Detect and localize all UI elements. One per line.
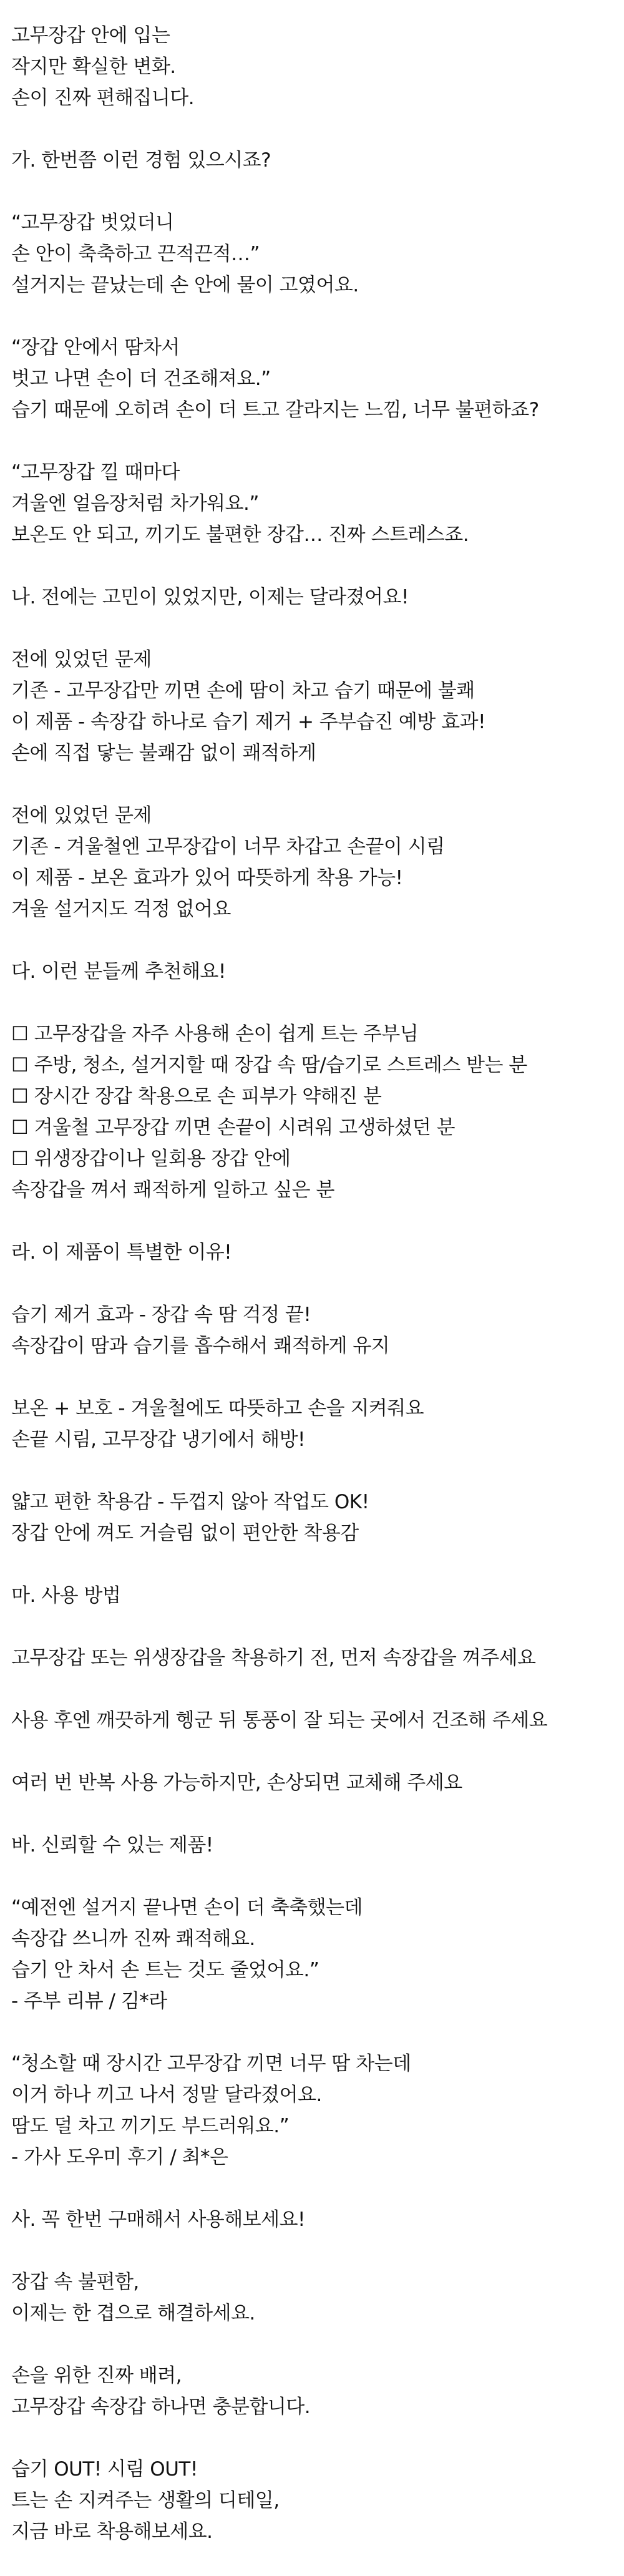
text-line: 바. 신뢰할 수 있는 제품! (11, 1834, 213, 1856)
text-line: 손에 직접 닿는 불쾌감 없이 쾌적하게 (11, 742, 316, 764)
text-line: 기존 - 고무장갑만 끼면 손에 땀이 차고 습기 때문에 불쾌 (11, 680, 475, 702)
text-block (11, 1580, 624, 1611)
text-line: 습기 때문에 오히려 손이 더 트고 갈라지는 느낌, 너무 불편하죠? (11, 399, 539, 421)
text-line: 기존 - 겨울철엔 고무장갑이 너무 차갑고 손끝이 시림 (11, 836, 445, 858)
text-line: 여러 번 반복 사용 가능하지만, 손상되면 교체해 주세요 (11, 1772, 462, 1794)
text-line: 작지만 확실한 변화. (11, 56, 176, 78)
text-line: “고무장갑 낄 때마다 (11, 461, 180, 484)
text-line: 가. 한번쯤 이런 경험 있으시죠? (11, 149, 271, 172)
text-block (11, 2204, 624, 2235)
text-line: 습기 안 차서 손 트는 것도 줄었어요.” (11, 1959, 319, 1981)
text-line: “고무장갑 벗었더니 (11, 212, 174, 234)
text-line: 장갑 속 불편함, (11, 2271, 139, 2293)
text-line: 얇고 편한 착용감 - 두껍지 않아 작업도 OK! (11, 1491, 369, 1513)
text-line: 겨울엔 얼음장처럼 차가워요.” (11, 492, 259, 515)
text-line: “청소할 때 장시간 고무장갑 끼면 너무 땀 차는데 (11, 2052, 411, 2075)
text-line: 사. 꼭 한번 구매해서 사용해보세요! (11, 2208, 305, 2231)
text-block (11, 1486, 624, 1549)
text-line: 속장갑 쓰니까 진짜 쾌적해요. (11, 1928, 255, 1950)
text-line: 손 안이 축축하고 끈적끈적…” (11, 243, 260, 265)
text-block (11, 1237, 624, 1268)
text-line: 이제는 한 겹으로 해결하세요. (11, 2302, 255, 2325)
text-block (11, 1892, 624, 2017)
text-line: ☐ 위생장갑이나 일회용 장갑 안에 (11, 1148, 291, 1170)
text-line: 이 제품 - 속장갑 하나로 습기 제거 + 주부습진 예방 효과! (11, 711, 485, 733)
text-line: - 가사 도우미 후기 / 최*은 (11, 2146, 228, 2169)
text-line: 전에 있었던 문제 (11, 648, 152, 671)
text-block (11, 1018, 624, 1206)
text-block (11, 2454, 624, 2547)
text-line: 손을 위한 진짜 배려, (11, 2364, 182, 2387)
text-block (11, 332, 624, 426)
text-line: 라. 이 제품이 특별한 이유! (11, 1241, 232, 1264)
text-line: 고무장갑 안에 입는 (11, 24, 170, 47)
text-block (11, 1642, 624, 1674)
text-block (11, 20, 624, 114)
text-line: 속장갑이 땀과 습기를 흡수해서 쾌적하게 유지 (11, 1335, 390, 1357)
text-line: 보온도 안 되고, 끼기도 불편한 장갑… 진짜 스트레스죠. (11, 524, 469, 546)
text-line: 설거지는 끝났는데 손 안에 물이 고였어요. (11, 274, 359, 296)
text-block (11, 582, 624, 613)
text-line: 마. 사용 방법 (11, 1584, 121, 1607)
text-block (11, 2048, 624, 2173)
text-line: ☐ 고무장갑을 자주 사용해 손이 쉽게 트는 주부님 (11, 1023, 419, 1045)
text-line: 습기 OUT! 시림 OUT! (11, 2458, 198, 2481)
text-line: 지금 바로 착용해보세요. (11, 2520, 213, 2543)
text-block (11, 1299, 624, 1362)
text-block (11, 1767, 624, 1798)
text-line: 고무장갑 또는 위생장갑을 착용하기 전, 먼저 속장갑을 껴주세요 (11, 1647, 536, 1669)
text-line: 이 제품 - 보온 효과가 있어 따뜻하게 착용 가능! (11, 867, 403, 889)
text-block (11, 1393, 624, 1455)
text-block (11, 800, 624, 925)
text-line: 나. 전에는 고민이 있었지만, 이제는 달라졌어요! (11, 586, 409, 608)
text-line: ☐ 겨울철 고무장갑 끼면 손끝이 시려워 고생하셨던 분 (11, 1116, 456, 1139)
text-line: “장갑 안에서 땀차서 (11, 336, 180, 359)
text-line: 속장갑을 껴서 쾌적하게 일하고 싶은 분 (11, 1179, 334, 1201)
text-line: 장갑 안에 껴도 거슬림 없이 편안한 착용감 (11, 1522, 359, 1544)
text-line: 습기 제거 효과 - 장갑 속 땀 걱정 끝! (11, 1304, 311, 1326)
text-block (11, 2266, 624, 2329)
text-line: - 주부 리뷰 / 김*라 (11, 1990, 167, 2012)
text-line: ☐ 주방, 청소, 설거지할 때 장갑 속 땀/습기로 스트레스 받는 분 (11, 1054, 527, 1076)
text-line: 사용 후엔 깨끗하게 헹군 뒤 통풍이 잘 되는 곳에서 건조해 주세요 (11, 1709, 548, 1732)
text-line: 트는 손 지켜주는 생활의 디테일, (11, 2489, 280, 2512)
text-line: 벗고 나면 손이 더 건조해져요.” (11, 368, 271, 390)
text-block (11, 1830, 624, 1861)
text-line: 땀도 덜 차고 끼기도 부드러워요.” (11, 2115, 290, 2137)
text-block (11, 207, 624, 301)
text-line: ☐ 장시간 장갑 착용으로 손 피부가 약해진 분 (11, 1085, 382, 1108)
text-line: 이거 하나 끼고 나서 정말 달라졌어요. (11, 2084, 322, 2106)
text-block (11, 956, 624, 987)
text-line: 고무장갑 속장갑 하나면 충분합니다. (11, 2396, 311, 2418)
text-block (11, 457, 624, 550)
text-line: 보온 + 보호 - 겨울철에도 따뜻하고 손을 지켜줘요 (11, 1397, 424, 1420)
text-line: 손이 진짜 편해집니다. (11, 87, 195, 109)
text-block (11, 2360, 624, 2422)
text-line: “예전엔 설거지 끝나면 손이 더 축축했는데 (11, 1896, 363, 1919)
text-line: 겨울 설거지도 걱정 없어요 (11, 898, 231, 920)
text-line: 다. 이런 분들께 추천해요! (11, 960, 226, 983)
text-line: 전에 있었던 문제 (11, 804, 152, 827)
text-block (11, 145, 624, 176)
text-block (11, 1705, 624, 1736)
text-block (11, 644, 624, 769)
text-line: 손끝 시림, 고무장갑 냉기에서 해방! (11, 1428, 305, 1451)
